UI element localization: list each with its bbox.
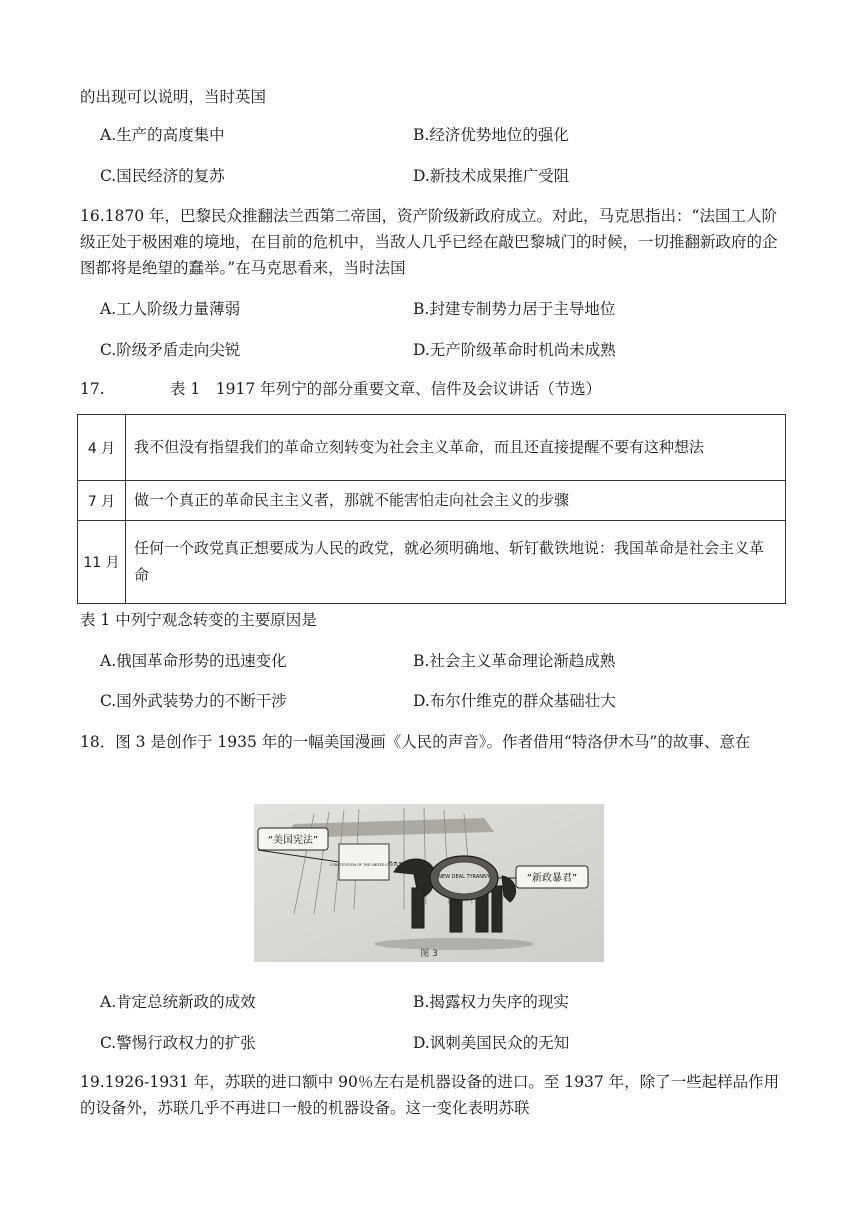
table-cell-month: 11 月	[78, 521, 126, 604]
label-left-text: “美国宪法”	[267, 835, 319, 846]
q18-option-c[interactable]: C.警惕行政权力的扩张	[100, 1034, 256, 1052]
table-row	[78, 415, 786, 481]
q16-option-d[interactable]: D.无产阶级革命时机尚未成熟	[413, 341, 616, 359]
lenin-table	[77, 414, 786, 604]
table-caption: 表 1 1917 年列宁的部分重要文章、信件及会议讲话（节选）	[170, 380, 602, 398]
q15-option-a[interactable]: A.生产的高度集中	[100, 126, 225, 144]
q15-option-d[interactable]: D.新技术成果推广受阻	[413, 167, 570, 185]
q17-option-a[interactable]: A.俄国革命形势的迅速变化	[100, 652, 287, 670]
q15-option-b[interactable]: B.经济优势地位的强化	[413, 126, 569, 144]
table-row	[78, 481, 786, 521]
table-cell-month: 4 月	[78, 415, 126, 481]
q18-stem: 18．图 3 是创作于 1935 年的一幅美国漫画《人民的声音》。作者借用“特洛伊木马”的故事、意在	[80, 733, 751, 751]
table-cell-text: 做一个真正的革命民主主义者，那就不能害怕走向社会主义的步骤	[126, 481, 786, 521]
q17-number: 17.	[80, 380, 105, 398]
q18-option-d[interactable]: D.讽刺美国民众的无知	[413, 1034, 570, 1052]
horse-text: NEW DEAL TYRANNY	[438, 874, 490, 880]
table-cell-month: 7 月	[78, 481, 126, 521]
q18-option-b[interactable]: B.揭露权力失序的现实	[413, 993, 569, 1011]
table-cell-text: 任何一个政党真正想要成为人民的政党，就必须明确地、斩钉截铁地说：我国革命是社会主义革命	[126, 521, 786, 604]
q16-stem: 16.1870 年，巴黎民众推翻法兰西第二帝国，资产阶级新政府成立。对此，马克思指出：“法国工人阶级正处于极困难的境地，在目前的危机中，当敌人几乎已经在敲巴黎城门的时候，一切推翻新政府的企图都将是绝望的蠢举。”在马克思看来，当时法国	[80, 207, 778, 277]
table-cell-text: 我不但没有指望我们的革命立刻转变为社会主义革命，而且还直接提醒不要有这种想法	[126, 415, 786, 481]
q15-option-c[interactable]: C.国民经济的复苏	[100, 167, 225, 185]
q16-option-c[interactable]: C.阶级矛盾走向尖锐	[100, 341, 241, 359]
q17-stem: 表 1 中列宁观念转变的主要原因是	[80, 611, 317, 629]
q17-option-d[interactable]: D.布尔什维克的群众基础壮大	[413, 692, 616, 710]
q18-option-a[interactable]: A.肯定总统新政的成效	[100, 993, 256, 1011]
q19-stem: 19.1926-1931 年，苏联的进口额中 90％左右是机器设备的进口。至 1937 年，除了一些起样品作用的设备外，苏联几乎不再进口一般的机器设备。这一变化表明苏联	[80, 1073, 780, 1117]
q17-option-b[interactable]: B.社会主义革命理论渐趋成熟	[413, 652, 616, 670]
q16-option-a[interactable]: A.工人阶级力量薄弱	[100, 300, 241, 318]
cartoon-figure	[254, 804, 604, 962]
label-right-text: “新政暴君”	[526, 873, 578, 884]
constitution-sign-text: CONSTITUTION OF THE UNITED STATES	[329, 863, 399, 867]
q16-option-b[interactable]: B.封建专制势力居于主导地位	[413, 300, 616, 318]
q17-option-c[interactable]: C.国外武装势力的不断干涉	[100, 692, 287, 710]
trojan-horse-cartoon	[254, 804, 604, 962]
table-row	[78, 521, 786, 604]
q15-stem-tail: 的出现可以说明，当时英国	[80, 88, 267, 106]
figure-caption: 图 3	[420, 949, 438, 959]
